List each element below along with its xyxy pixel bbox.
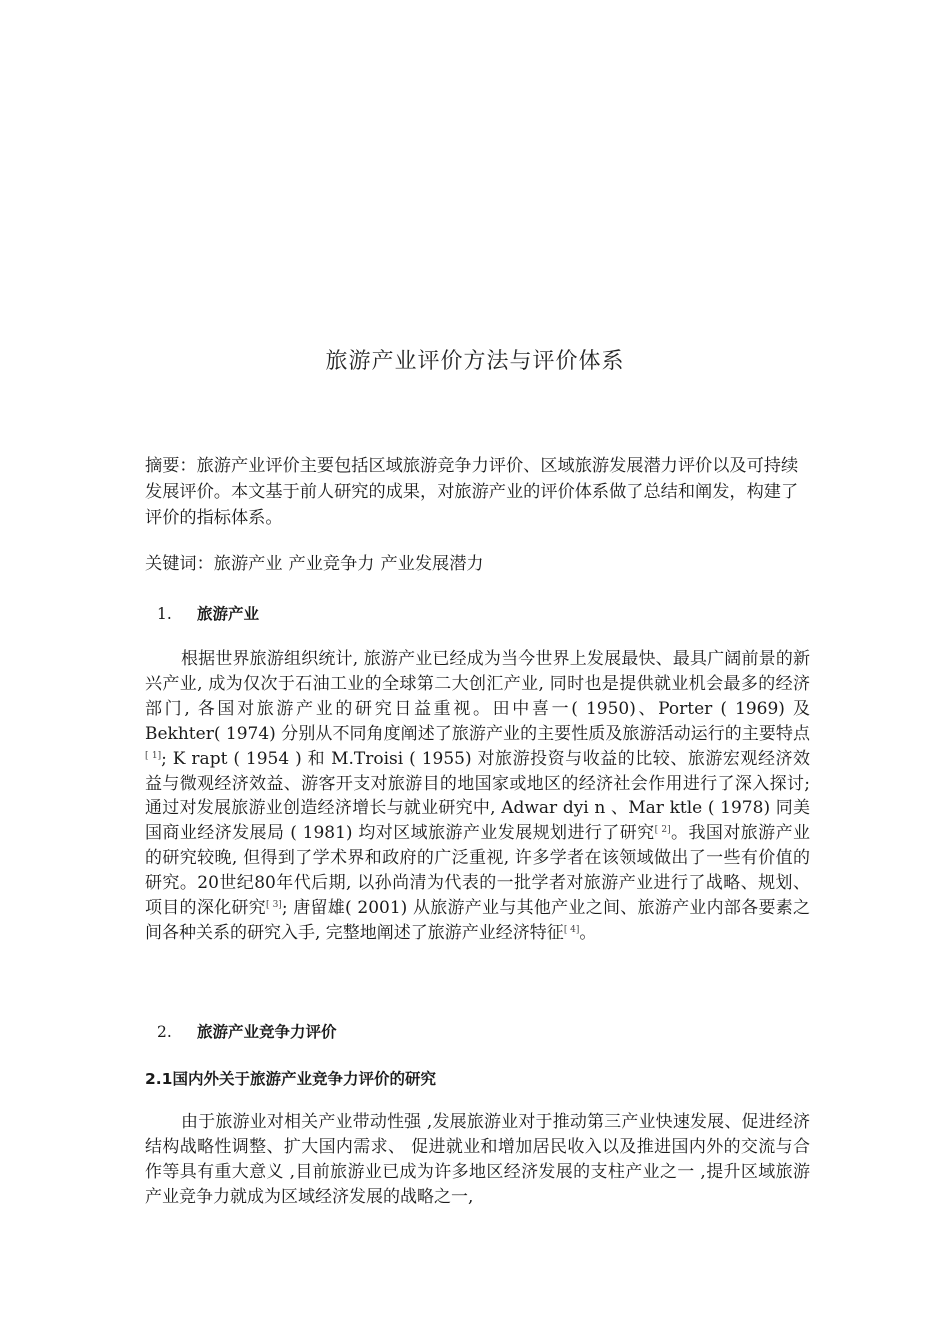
document-title: 旅游产业评价方法与评价体系 <box>325 349 625 374</box>
citation-1: [ 1] <box>145 750 162 761</box>
paragraph-text: 根据世界旅游组织统计, 旅游产业已经成为当今世界上发展最快、最具广阔前景的新兴产业, 成为仅次于石油工业的全球第二大创汇产业, 同时也是提供就业机会最多的经济部门, 各国对旅游产业的研究日益重视。田中喜一( 1950)、Porter ( 1969) 及 Bekhter( 1974) 分别从不同角度阐述了旅游产业的主要性质及旅游活动运行的主要特点 <box>145 649 810 744</box>
section-2-heading <box>157 1020 337 1042</box>
citation-3: [ 3] <box>265 900 282 911</box>
abstract-paragraph: 摘要：旅游产业评价主要包括区域旅游竞争力评价、区域旅游发展潜力评价以及可持续发展评价。本文基于前人研究的成果，对旅游产业的评价体系做了总结和阐发，构建了评价的指标体系。 <box>145 456 799 528</box>
keywords-label: 关键词： <box>145 554 214 574</box>
section-1-title: 旅游产业 <box>197 605 260 623</box>
paragraph-text: 。 <box>579 922 597 943</box>
keyword-item: 产业发展潜力 <box>380 554 484 574</box>
keyword-item: 产业竞争力 <box>288 554 375 574</box>
keyword-item: 旅游产业 <box>213 554 283 574</box>
paragraph-text: ; 唐留雄( 2001) 从旅游产业与其他产业之间、旅游产业内部各要素之间各种关系的研究入手, 完整地阐述了旅游产业经济特征 <box>145 898 811 943</box>
keywords-line <box>145 551 815 577</box>
citation-4: [ 4] <box>563 924 580 935</box>
section-2-title: 旅游产业竞争力评价 <box>197 1023 337 1041</box>
subsection-2-1-paragraph: 由于旅游业对相关产业带动性强 ,发展旅游业对于推动第三产业快速发展、促进经济结构战略性调整、扩大国内需求、 促进就业和增加居民收入以及推进国内外的交流与合作等具有重大意义 ,目前旅游业已成为许多地区经济发展的支柱产业之一 ,提升区域旅游产业竞争力就成为区域经济发展的战略之一, <box>145 1112 810 1207</box>
subsection-2-1-heading: 2.1国内外关于旅游产业竞争力评价的研究 <box>145 1070 436 1088</box>
paragraph-text: ; K rapt ( 1954 ) 和 M.Troisi ( 1955) 对旅游投资与收益的比较、旅游宏观经济效益与微观经济效益、游客开支对旅游目的地国家或地区的经济社会作用进行了深入探讨; 通过对发展旅游业创造经济增长与就业研究中, Adwar dyi n 、Mar ktle ( 1978) 同美国商业经济发展局 ( 1981) 均对区域旅游产业发展规划进行了研究 <box>145 748 811 844</box>
paragraph-text: 。我国对旅游产业的研究较晚, 但得到了学术界和政府的广泛重视, 许多学者在该领域做出了一些有价值的研究。20世纪80年代后期, 以孙尚清为代表的一批学者对旅游产业进行了战略、规划、项目的深化研究 <box>145 823 811 919</box>
section-1-heading <box>157 602 259 624</box>
citation-2: [ 2] <box>654 825 671 836</box>
section-2-number: 2. <box>157 1023 172 1041</box>
section-1-paragraph <box>145 647 810 946</box>
section-1-number: 1. <box>157 605 172 623</box>
